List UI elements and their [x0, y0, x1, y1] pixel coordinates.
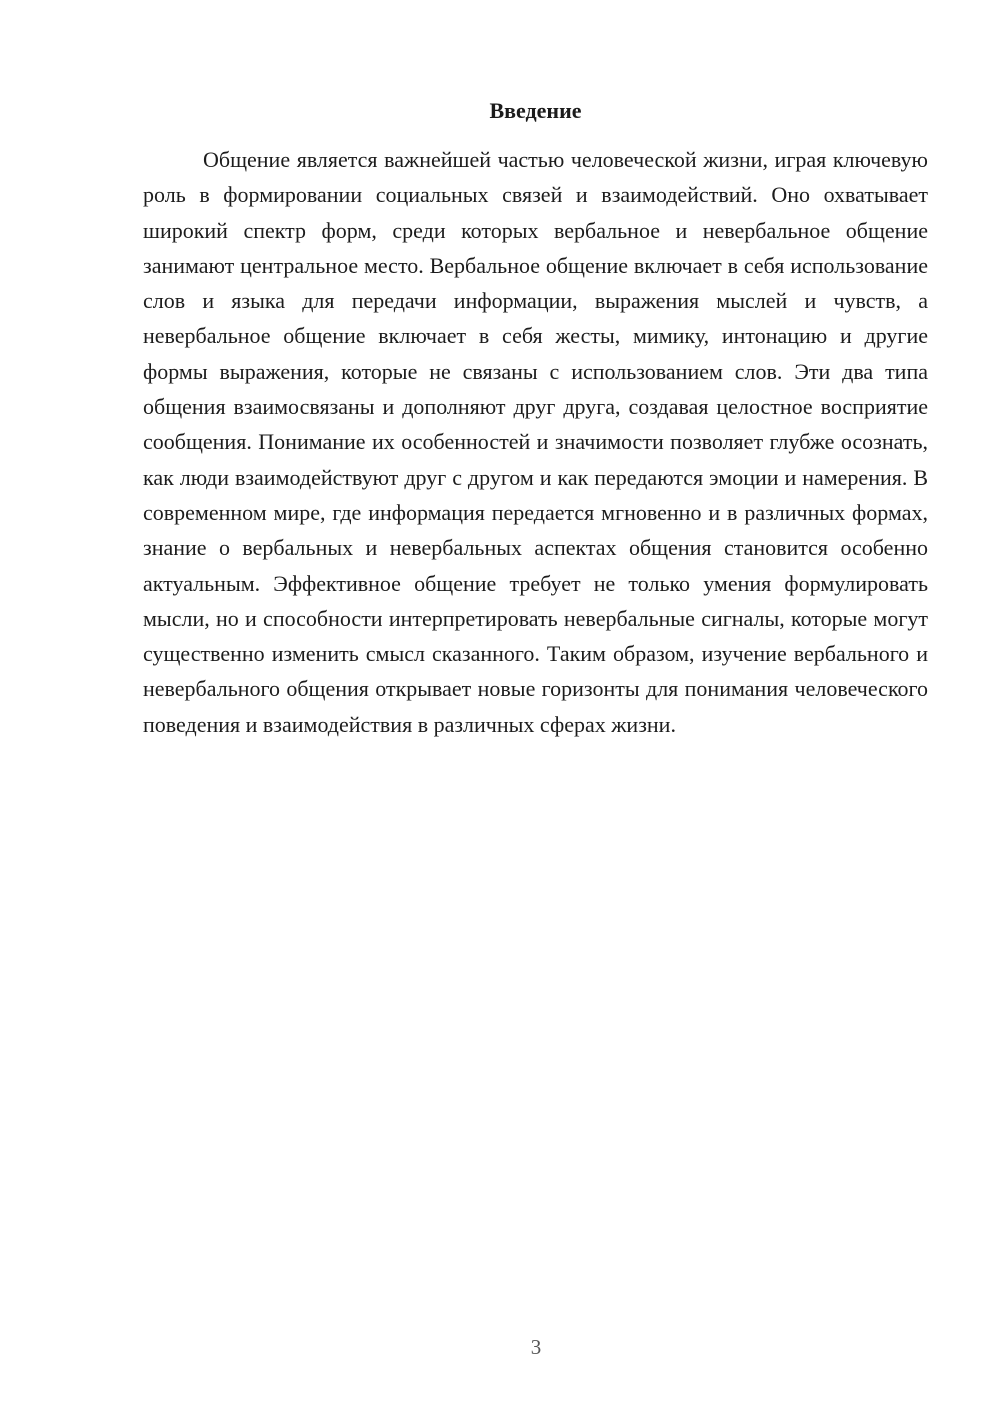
- page-number: 3: [530, 1335, 542, 1359]
- body-paragraph: Общение является важнейшей частью человеческой жизни, играя ключевую роль в формировании социальных связей и взаимодействий. Оно охватывает широкий спектр форм, среди которых вербальное и невербальное общение занимают центральное место. Вербальное общение включает в себя использование слов и языка для передачи информации, выражения мыслей и чувств, а невербальное общение включает в себя жесты, мимику, интонацию и другие формы выражения, которые не связаны с использованием слов. Эти два типа общения взаимосвязаны и дополняют друг друга, создавая целостное восприятие сообщения. Понимание их особенностей и значимости позволяет глубже осознать, как люди взаимодействуют друг с другом и как передаются эмоции и намерения. В современном мире, где информация передается мгновенно и в различных формах, знание о вербальных и невербальных аспектах общения становится особенно актуальным. Эффективное общение требует не только умения формулировать мысли, но и способности интерпретировать невербальные сигналы, которые могут существенно изменить смысл сказанного. Таким образом, изучение вербального и невербального общения открывает новые горизонты для понимания человеческого поведения и взаимодействия в различных сферах жизни.: [143, 147, 928, 737]
- section-heading: Введение: [489, 98, 582, 123]
